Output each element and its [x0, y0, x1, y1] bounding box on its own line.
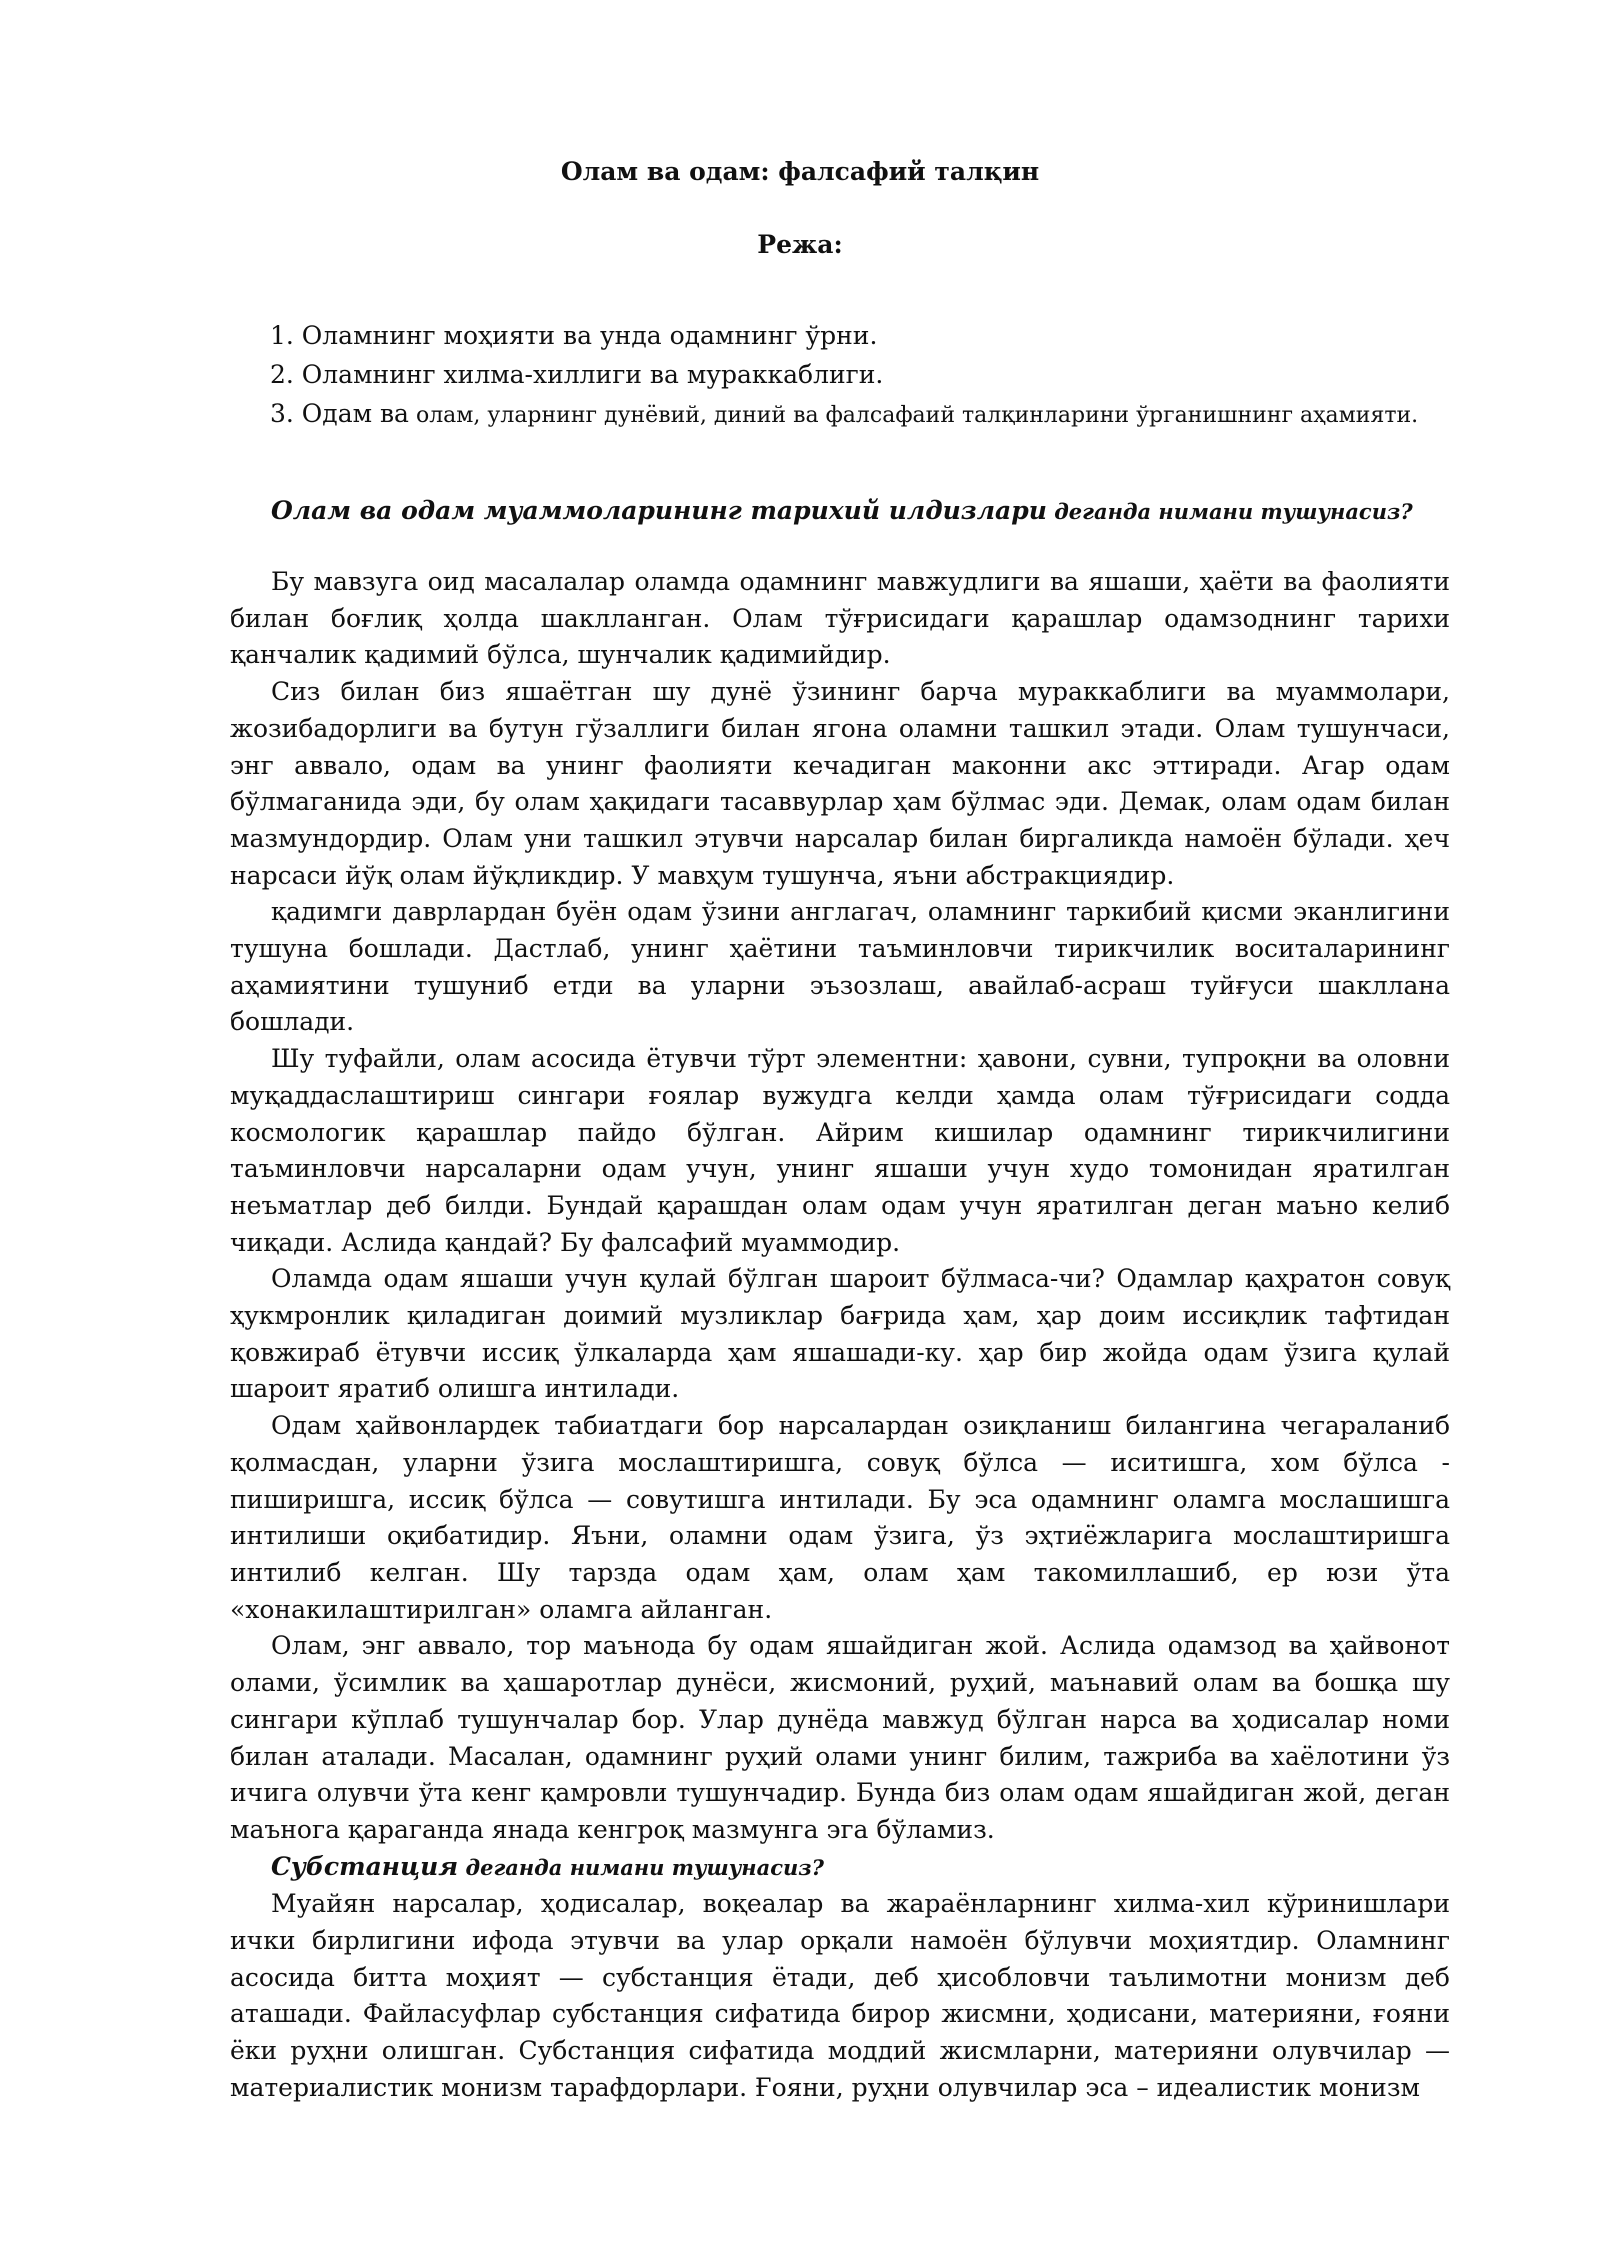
paragraph: Одам ҳайвонлардек табиатдаги бор нарсалардан озиқланиш билангина чегараланиб қолмасдан, уларни ўзига мослаштиришга, совуқ бўлса — иситишга, хом бўлса - пиширишга, иссиқ бўлса — совутишга интилади. Бу эса одамнинг оламга мослашишга интилиши оқибатидир. Яъни, оламни одам ўзига, ўз эҳтиёжларига мослаштиришга интилиб келган. Шу тарзда одам ҳам, олам ҳам такомиллашиб, ер юзи ўта «хонакилаштирилган» оламга айланган. [230, 1411, 1450, 1624]
paragraph: Олам, энг аввало, тор маънода бу одам яшайдиган жой. Аслида одамзод ва ҳайвонот олами, ўсимлик ва ҳашаротлар дунёси, жисмоний, руҳий, маънавий олам ва бошқа шу сингари кўплаб тушунчалар бор. Улар дунёда мавжуд бўлган нарса ва ҳодисалар номи билан аталади. Масалан, одамнинг руҳий олами унинг билим, тажриба ва хаёлотини ўз ичига олувчи ўта кенг қамровли тушунчадир. Бунда биз олам одам яшайдиган жой, деган маънога қараганда янада кенгроқ мазмунга эга бўламиз. [230, 1631, 1450, 1844]
paragraph: Оламда одам яшаши учун қулай бўлган шароит бўлмаса-чи? Одамлар қаҳратон совуқ ҳукмронлик қиладиган доимий музликлар бағрида ҳам, ҳар доим иссиқлик тафтидан қовжираб ётувчи иссиқ ўлкаларда ҳам яшашади-ку. ҳар бир жойда одам ўзига қулай шароит яратиб олишга интилади. [230, 1264, 1450, 1404]
paragraph: Бу мавзуга оид масалалар оламда одамнинг мавжудлиги ва яшаши, ҳаёти ва фаолияти билан боғлиқ ҳолда шаклланган. Олам тўғрисидаги қарашлар одамзоднинг тарихи қанчалик қадимий бўлса, шунчалик қадимийдир. [230, 567, 1450, 670]
paragraph: Муайян нарсалар, ҳодисалар, воқеалар ва жараёнларнинг хилма-хил кўринишлари ички бирлигини ифода этувчи ва улар орқали намоён бўлувчи моҳиятдир. Оламнинг асосида битта моҳият — субстанция ётади, деб ҳисобловчи таълимотни монизм деб аташади. Файласуфлар субстанция сифатида бирор жисмни, ҳодисани, материяни, ғояни ёки руҳни олишган. Субстанция сифатида моддий жисмларни, материяни олувчилар — материалистик монизм тарафдорлари. Ғояни, руҳни олувчилар эса – идеалистик монизм [230, 1889, 1450, 2102]
plan-title: Режа: [757, 230, 843, 259]
plan-item: 3. Одам ва олам, уларнинг дунёвий, диний ва фалсафаий талқинларини ўрганишнинг аҳамияти. [270, 399, 1419, 428]
question-heading: Олам ва одам муаммоларининг тарихий илдизлари деганда нимани тушунасиз? [271, 496, 1413, 525]
paragraph: қадимги даврлардан буён одам ўзини англагач, оламнинг таркибий қисми эканлигини тушуна бошлади. Дастлаб, унинг ҳаётини таъминловчи тирикчилик воситаларининг аҳамиятини тушуниб етди ва уларни эъзозлаш, авайлаб-асраш туйғуси шакллана бошлади. [230, 897, 1450, 1037]
plan-item: 1. Оламнинг моҳияти ва унда одамнинг ўрни. [270, 321, 878, 350]
document-title: Олам ва одам: фалсафий талқин [560, 157, 1040, 186]
paragraph: Сиз билан биз яшаётган шу дунё ўзининг барча мураккаблиги ва муаммолари, жозибадорлиги ва бутун гўзаллиги билан ягона оламни ташкил этади. Олам тушунчаси, энг аввало, одам ва унинг фаолияти кечадиган маконни акс эттиради. Агар одам бўлмаганида эди, бу олам ҳақидаги тасаввурлар ҳам бўлмас эди. Демак, олам одам билан мазмундордир. Олам уни ташкил этувчи нарсалар билан биргаликда намоён бўлади. ҳеч нарсаси йўқ олам йўқликдир. У мавҳум тушунча, яъни абстракциядир. [230, 677, 1450, 890]
body-text [230, 564, 1450, 2107]
plan-list [270, 317, 1470, 434]
paragraph: Шу туфайли, олам асосида ётувчи тўрт элементни: ҳавони, сувни, тупроқни ва оловни муқаддаслаштириш сингари ғоялар вужудга келди ҳамда олам тўғрисидаги содда космологик қарашлар пайдо бўлган. Айрим кишилар одамнинг тирикчилигини таъминловчи нарсаларни одам учун, унинг яшаши учун худо томонидан яратилган неъматлар деб билди. Бундай қарашдан олам одам учун яратилган деган маъно келиб чиқади. Аслида қандай? Бу фалсафий муаммодир. [230, 1044, 1450, 1257]
question-heading: Субстанция деганда нимани тушунасиз? [271, 1851, 824, 1881]
plan-item: 2. Оламнинг хилма-хиллиги ва мураккаблиги. [270, 360, 884, 389]
section-question-1 [230, 493, 1450, 531]
